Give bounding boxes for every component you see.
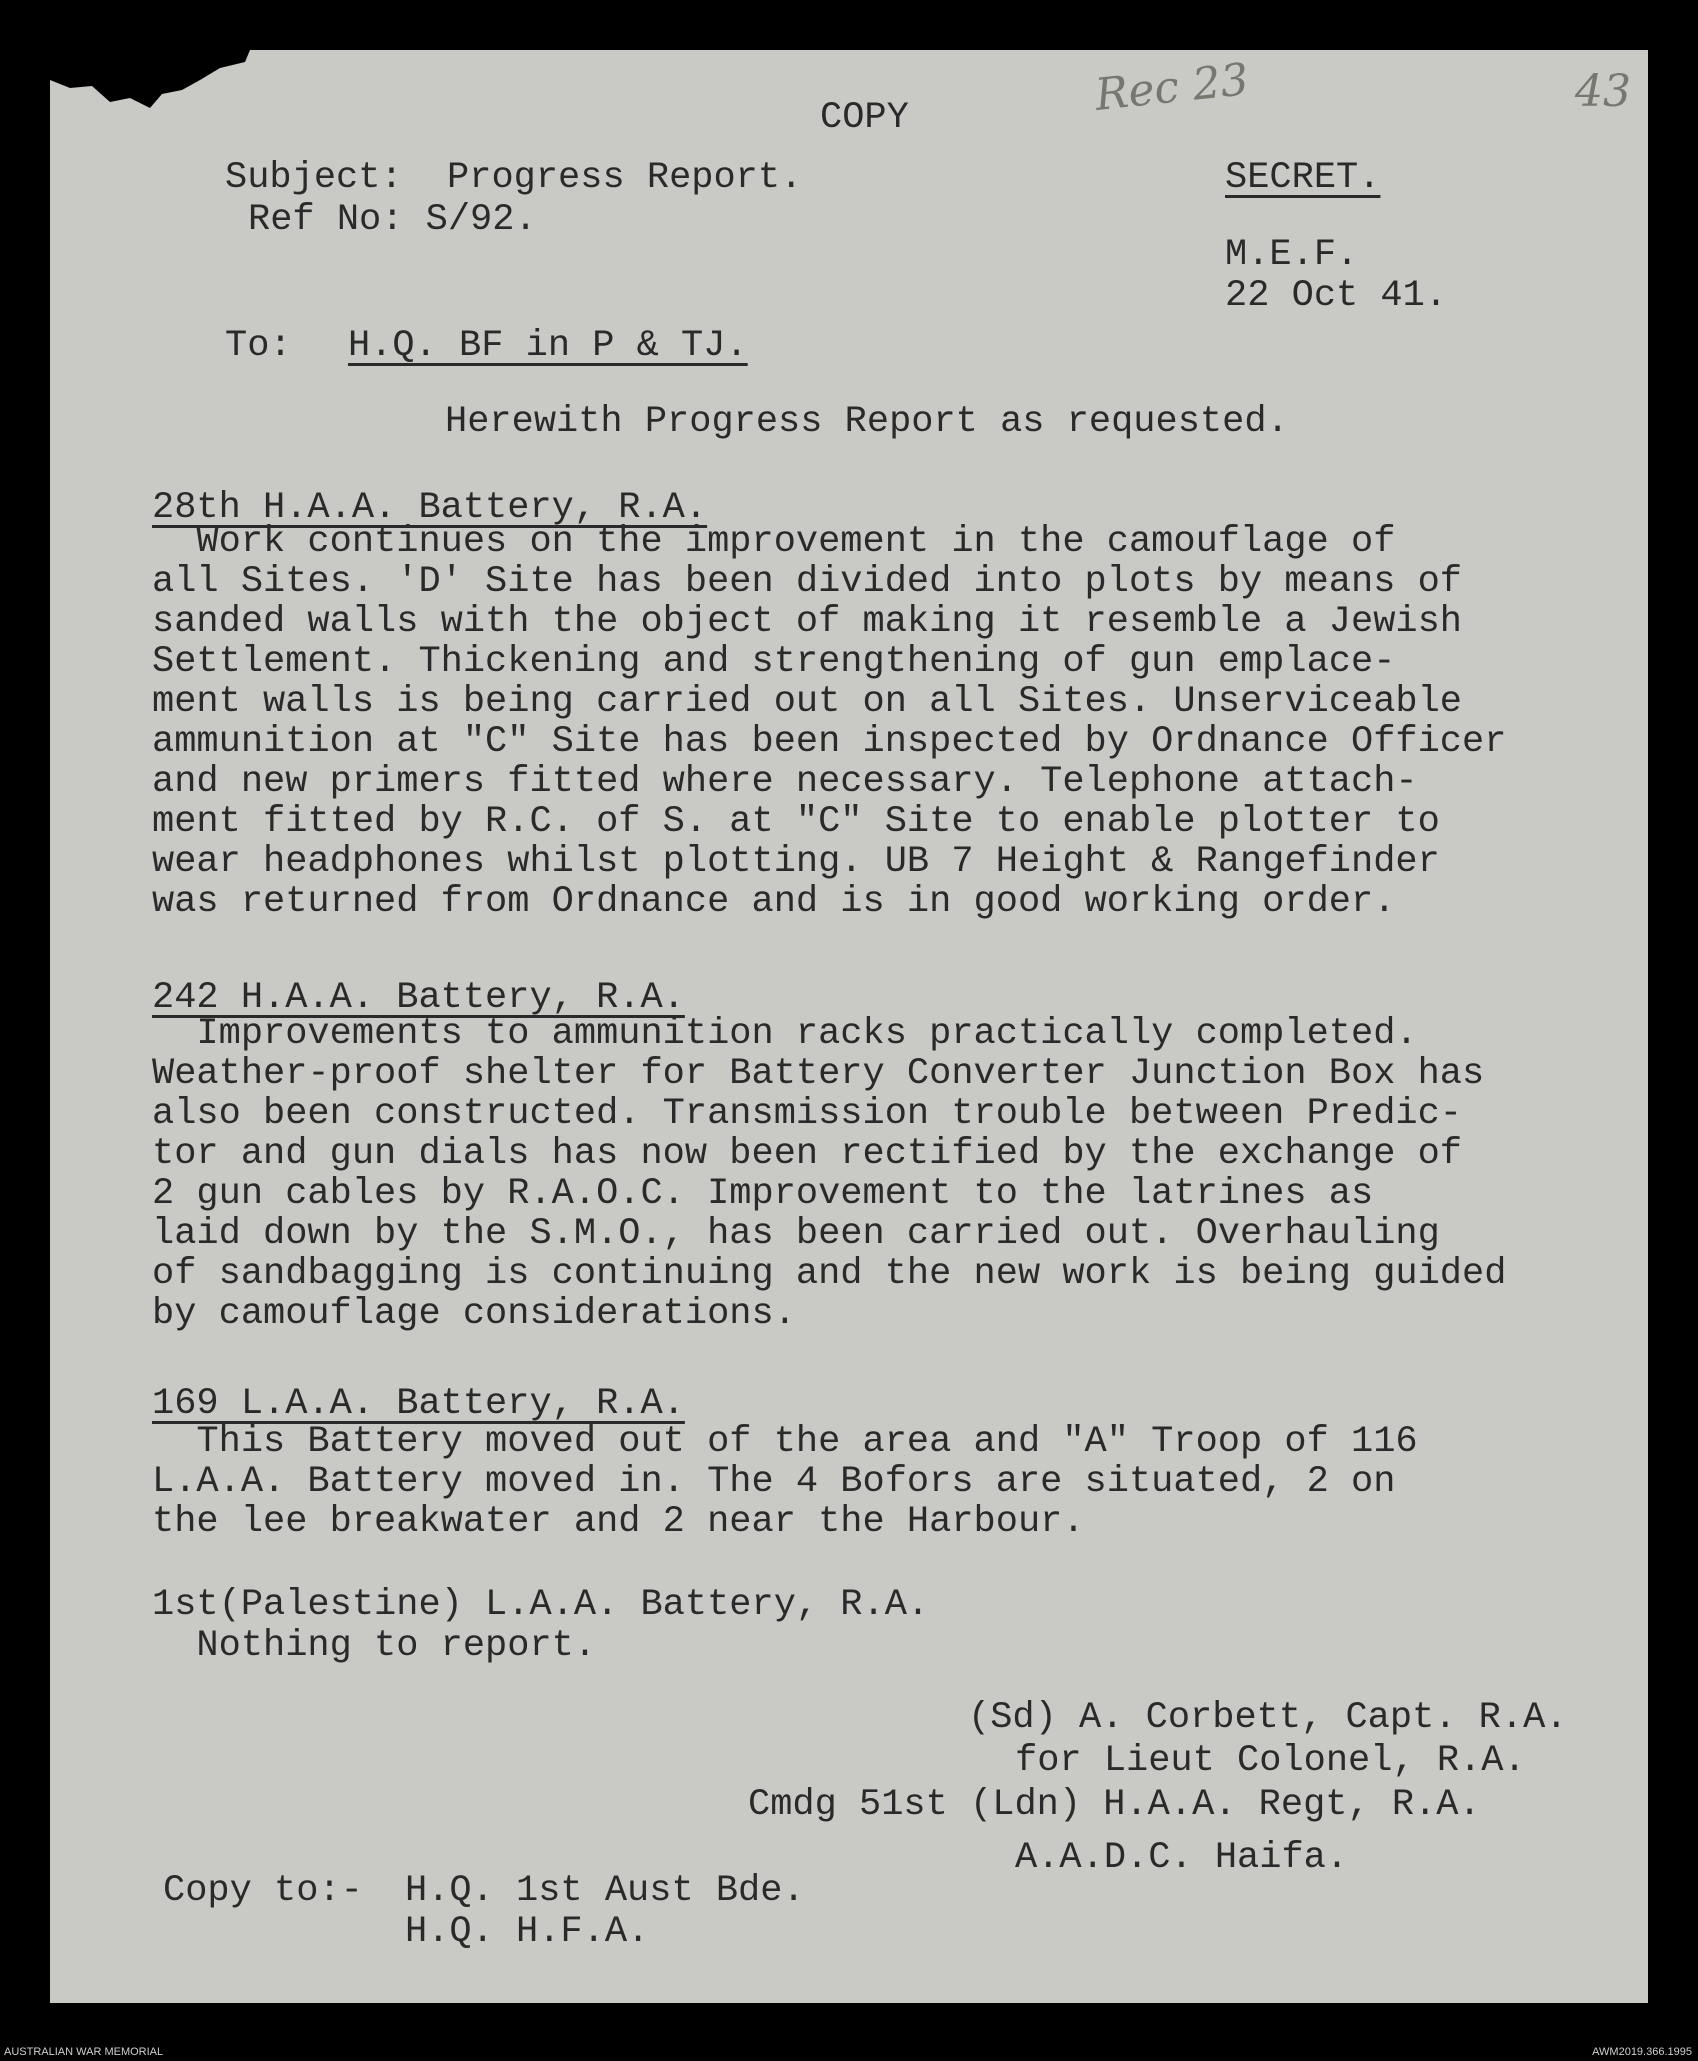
- body-line: of sandbagging is continuing and the new work is being guided: [152, 1253, 1507, 1295]
- section-heading: 242 H.A.A. Battery, R.A.: [152, 977, 685, 1019]
- signature-line: Cmdg 51st (Ldn) H.A.A. Regt, R.A.: [748, 1784, 1481, 1826]
- torn-corner: [50, 50, 250, 110]
- classification-secret: SECRET.: [1225, 157, 1381, 199]
- section-heading: 169 L.A.A. Battery, R.A.: [152, 1383, 685, 1425]
- body-line: laid down by the S.M.O., has been carried out. Overhauling: [152, 1213, 1440, 1255]
- body-line: Settlement. Thickening and strengthening of gun emplace-: [152, 641, 1396, 683]
- body-line: also been constructed. Transmission trouble between Predic-: [152, 1093, 1463, 1135]
- subject-line: Subject: Progress Report.: [225, 157, 803, 199]
- document-date: 22 Oct 41.: [1225, 275, 1448, 317]
- intro-line: Herewith Progress Report as requested.: [445, 401, 1289, 443]
- body-line: by camouflage considerations.: [152, 1293, 796, 1335]
- copy-to-recipient: H.Q. 1st Aust Bde.: [405, 1870, 805, 1912]
- section-body: [152, 522, 1506, 922]
- signature-line: (Sd) A. Corbett, Capt. R.A.: [968, 1697, 1568, 1739]
- body-line: all Sites. 'D' Site has been divided into plots by means of: [152, 561, 1463, 603]
- folio-number: 43: [1575, 66, 1631, 117]
- body-line: ment fitted by R.C. of S. at "C" Site to enable plotter to: [152, 801, 1440, 843]
- copy-to-label: Copy to:-: [163, 1870, 363, 1912]
- section-heading: 1st(Palestine) L.A.A. Battery, R.A.: [152, 1584, 930, 1626]
- body-line: Improvements to ammunition racks practically completed.: [152, 1013, 1418, 1055]
- archive-credit: AUSTRALIAN WAR MEMORIAL: [4, 2046, 164, 2058]
- body-line: was returned from Ordnance and is in good working order.: [152, 881, 1396, 923]
- body-line: ment walls is being carried out on all Sites. Unserviceable: [152, 681, 1463, 723]
- signature-line: for Lieut Colonel, R.A.: [1015, 1740, 1526, 1782]
- body-line: 2 gun cables by R.A.O.C. Improvement to the latrines as: [152, 1173, 1374, 1215]
- section-heading: 28th H.A.A. Battery, R.A.: [152, 487, 708, 529]
- copy-label: COPY: [820, 97, 909, 139]
- body-line: L.A.A. Battery moved in. The 4 Bofors are situated, 2 on: [152, 1461, 1396, 1503]
- body-line: Work continues on the improvement in the camouflage of: [152, 521, 1396, 563]
- signature-line: A.A.D.C. Haifa.: [1015, 1837, 1349, 1879]
- body-line: Nothing to report.: [152, 1625, 597, 1667]
- reference-number: Ref No: S/92.: [248, 199, 537, 241]
- origin-mef: M.E.F.: [1225, 234, 1359, 276]
- section-body: [152, 1626, 596, 1666]
- body-line: tor and gun dials has now been rectified by the exchange of: [152, 1133, 1463, 1175]
- body-line: ammunition at "C" Site has been inspected by Ordnance Officer: [152, 721, 1507, 763]
- pencil-reference: Rec 23: [1092, 54, 1252, 121]
- body-line: wear headphones whilst plotting. UB 7 Height & Rangefinder: [152, 841, 1440, 883]
- body-line: sanded walls with the object of making it resemble a Jewish: [152, 601, 1463, 643]
- body-line: Weather-proof shelter for Battery Converter Junction Box has: [152, 1053, 1485, 1095]
- to-recipient: H.Q. BF in P & TJ.: [348, 325, 748, 367]
- body-line: the lee breakwater and 2 near the Harbour.: [152, 1501, 1085, 1543]
- section-body: [152, 1422, 1418, 1542]
- body-line: This Battery moved out of the area and "A" Troop of 116: [152, 1421, 1418, 1463]
- to-label: To:: [225, 325, 292, 367]
- section-body: [152, 1014, 1506, 1334]
- copy-to-recipient: H.Q. H.F.A.: [405, 1911, 650, 1953]
- archive-item-id: AWM2019.366.1995: [1592, 2046, 1692, 2058]
- body-line: and new primers fitted where necessary. Telephone attach-: [152, 761, 1418, 803]
